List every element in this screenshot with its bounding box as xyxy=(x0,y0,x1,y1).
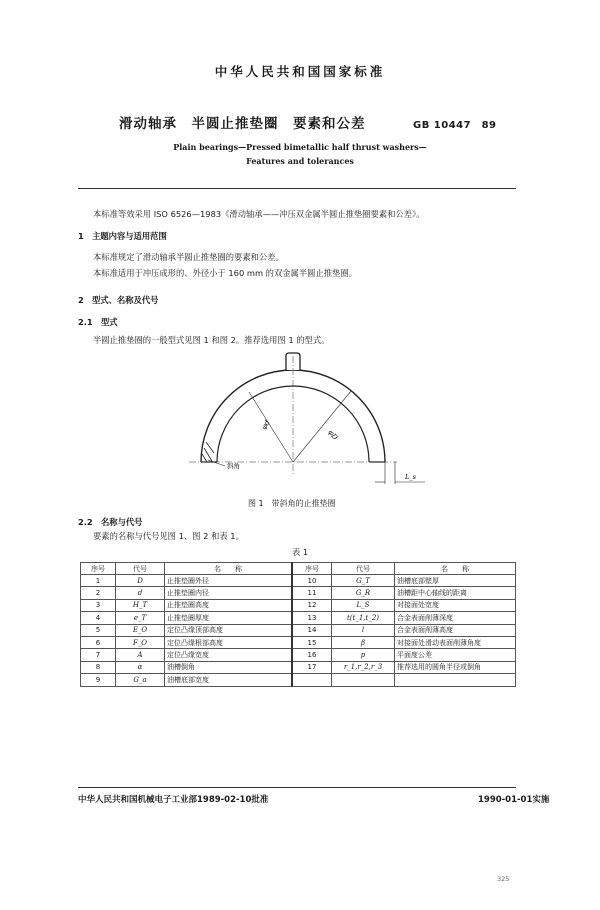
cell-no-2: 11 xyxy=(292,587,332,599)
cell-symbol-2: G_T xyxy=(332,575,395,587)
cell-symbol: e_T xyxy=(116,612,165,624)
english-title-line2: Features and tolerances xyxy=(246,156,354,166)
cell-symbol-2: β xyxy=(332,636,395,648)
table-row xyxy=(81,624,516,636)
cell-symbol-2: r_1,r_2,r_3 xyxy=(332,661,395,673)
section-2-2-paragraph: 要素的名称与代号见图 1、图 2 和表 1。 xyxy=(93,531,244,541)
standard-title: 中华人民共和国国家标准 xyxy=(214,64,386,79)
cell-name: 止推垫圈高度 xyxy=(165,599,293,611)
cell-name: 定位凸缘宽度 xyxy=(165,649,293,661)
cell-no: 8 xyxy=(81,661,116,673)
cell-no-2: 17 xyxy=(292,661,332,673)
section-2-1-paragraph: 半圆止推垫圈的一般型式见图 1 和图 2。推荐选用图 1 的型式。 xyxy=(93,335,330,345)
footer-divider xyxy=(78,787,516,788)
cell-symbol-2: G_R xyxy=(332,587,395,599)
table-row xyxy=(81,636,516,648)
cell-name-2: 合金表面削薄高度 xyxy=(395,624,516,636)
cell-symbol: d xyxy=(116,587,165,599)
col-header-name: 名 称 xyxy=(165,563,293,575)
cell-no: 1 xyxy=(81,575,116,587)
figure-1-caption: 图 1 带斜角的止推垫圈 xyxy=(248,499,336,508)
section-1-paragraph-2: 本标准适用于冲压成形的、外径小于 160 mm 的双金属半圆止推垫圈。 xyxy=(93,268,357,278)
cell-symbol-2: t(t_1,t_2) xyxy=(332,612,395,624)
col-header-no: 序号 xyxy=(81,563,116,575)
cell-name-2: 对接面处滑动表面削薄角度 xyxy=(395,636,516,648)
cell-name: 油槽倒角 xyxy=(165,661,293,673)
cell-name: 止推垫圈内径 xyxy=(165,587,293,599)
cell-no: 9 xyxy=(81,674,116,686)
figure-1-thrust-washer xyxy=(185,352,430,490)
table-row xyxy=(81,612,516,624)
effective-date: 1990-01-01实施 xyxy=(478,795,550,805)
cell-symbol: E_O xyxy=(116,624,165,636)
section-1-paragraph-1: 本标准规定了滑动轴承半圆止推垫圈的要素和公差。 xyxy=(93,252,284,262)
section-2-1-heading: 2.1 型式 xyxy=(78,317,118,327)
cell-symbol-2: L_S xyxy=(332,599,395,611)
cell-no: 7 xyxy=(81,649,116,661)
section-1-heading: 1 主题内容与适用范围 xyxy=(78,231,167,241)
cell-name-2: 平面度公差 xyxy=(395,649,516,661)
cell-no: 5 xyxy=(81,624,116,636)
cell-no-2: 10 xyxy=(292,575,332,587)
header-divider xyxy=(78,188,516,189)
cell-symbol: F_O xyxy=(116,636,165,648)
table-row xyxy=(81,587,516,599)
col-header-no-2: 序号 xyxy=(292,563,332,575)
cell-no-2: 14 xyxy=(292,624,332,636)
col-header-symbol: 代号 xyxy=(116,563,165,575)
cell-no: 2 xyxy=(81,587,116,599)
cell-symbol-2 xyxy=(332,674,395,686)
cell-symbol-2: p xyxy=(332,649,395,661)
cell-symbol: A xyxy=(116,649,165,661)
cell-no-2: 13 xyxy=(292,612,332,624)
section-2-heading: 2 型式、名称及代号 xyxy=(78,295,159,305)
cell-no-2 xyxy=(292,674,332,686)
inner-diameter-label: φd xyxy=(259,418,272,432)
cell-symbol: α xyxy=(116,661,165,673)
table-1-symbols xyxy=(80,562,516,687)
cell-name-2: 油槽距中心轴线的距离 xyxy=(395,587,516,599)
butt-face-width-label: L_s xyxy=(405,473,416,481)
approval-line: 中华人民共和国机械电子工业部1989-02-10批准 xyxy=(78,795,269,805)
cell-no: 6 xyxy=(81,636,116,648)
col-header-symbol-2: 代号 xyxy=(332,563,395,575)
table-row xyxy=(81,674,516,686)
cell-no: 4 xyxy=(81,612,116,624)
section-2-2-heading: 2.2 名称与代号 xyxy=(78,517,143,527)
chamfer-label: 斜角 xyxy=(227,462,240,470)
cell-name: 定位凸缘顶部高度 xyxy=(165,624,293,636)
cell-name: 定位凸缘根部高度 xyxy=(165,636,293,648)
cell-no-2: 16 xyxy=(292,649,332,661)
col-header-name-2: 名 称 xyxy=(395,563,516,575)
cell-no-2: 12 xyxy=(292,599,332,611)
cell-name-2: 合金表面削薄深度 xyxy=(395,612,516,624)
document-title: 滑动轴承 半圆止推垫圈 要素和公差 xyxy=(119,116,366,132)
cell-symbol: G_a xyxy=(116,674,165,686)
cell-symbol-2: l xyxy=(332,624,395,636)
intro-paragraph: 本标准等效采用 ISO 6526—1983《滑动轴承——冲压双金属半圆止推垫圈要素和公差》。 xyxy=(93,209,425,219)
cell-name: 油槽底部宽度 xyxy=(165,674,293,686)
cell-name-2: 对接面处宽度 xyxy=(395,599,516,611)
table-row xyxy=(81,599,516,611)
table-header-row xyxy=(81,563,516,575)
cell-symbol: H_T xyxy=(116,599,165,611)
cell-symbol: D xyxy=(116,575,165,587)
cell-name: 止推垫圈厚度 xyxy=(165,612,293,624)
table-row xyxy=(81,575,516,587)
table-row xyxy=(81,661,516,673)
cell-name: 止推垫圈外径 xyxy=(165,575,293,587)
document-code: GB 10447 89 xyxy=(413,120,497,131)
cell-name-2 xyxy=(395,674,516,686)
outer-diameter-label: φD xyxy=(326,428,340,442)
english-title-line1: Plain bearings—Pressed bimetallic half thrust washers— xyxy=(173,142,427,152)
cell-no: 3 xyxy=(81,599,116,611)
cell-name-2: 油槽底部壁厚 xyxy=(395,575,516,587)
table-row xyxy=(81,649,516,661)
cell-no-2: 15 xyxy=(292,636,332,648)
page-number: 325 xyxy=(497,875,510,883)
table-1-title: 表 1 xyxy=(292,547,309,557)
cell-name-2: 推荐选用的圆角半径或倒角 xyxy=(395,661,516,673)
